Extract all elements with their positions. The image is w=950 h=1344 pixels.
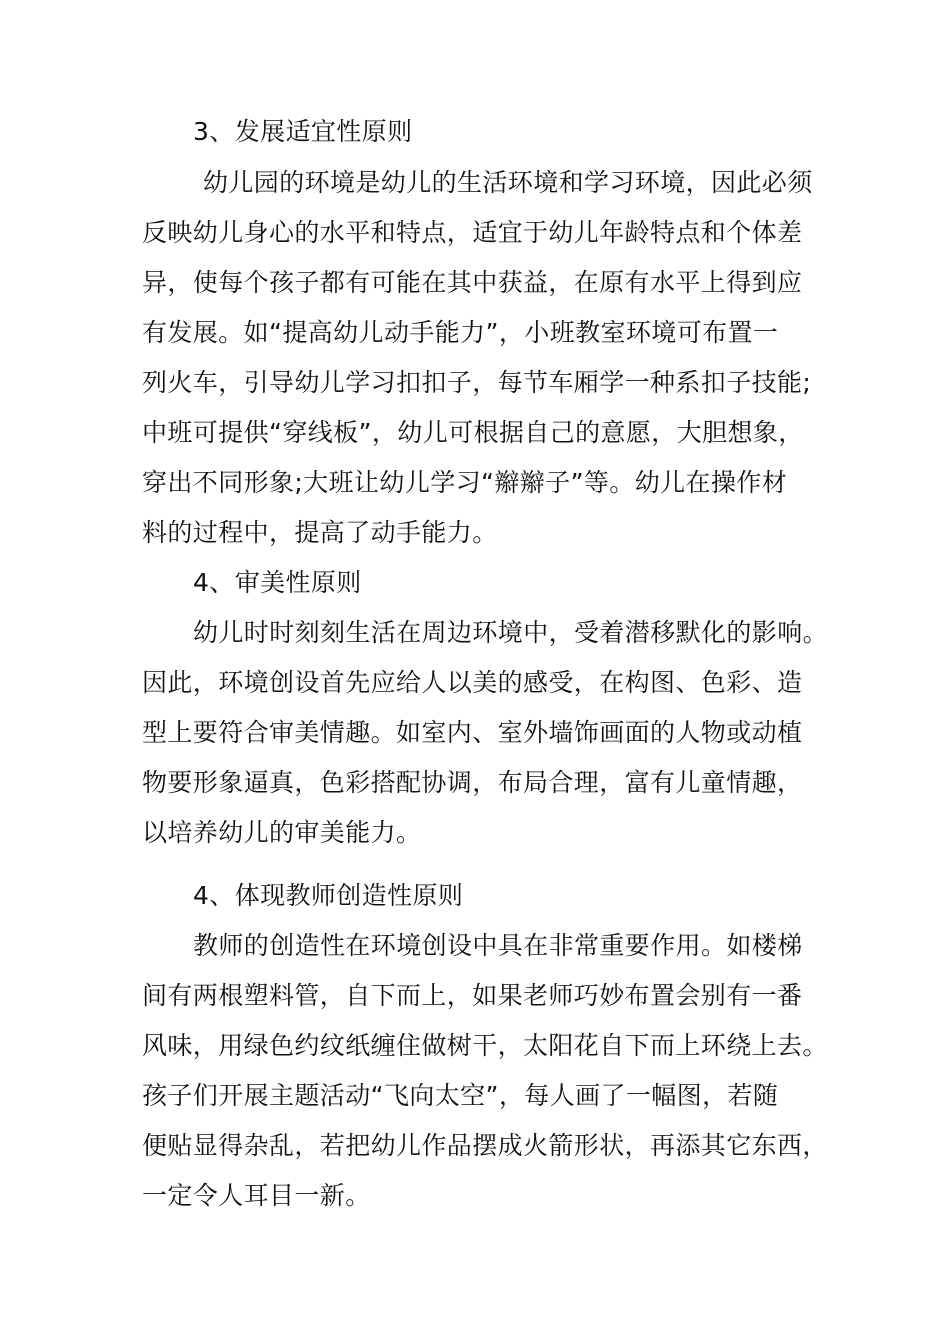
paragraph-line: 幼儿园的环境是幼儿的生活环境和学习环境，因此必须 — [203, 168, 813, 197]
paragraph-line: 反映幼儿身心的水平和特点，适宜于幼儿年龄特点和个体差 — [142, 218, 803, 247]
paragraph-line: 因此，环境创设首先应给人以美的感受，在构图、色彩、造 — [142, 668, 803, 697]
paragraph-line: 间有两根塑料管，自下而上，如果老师巧妙布置会别有一番 — [142, 981, 803, 1010]
paragraph-line: 穿出不同形象;大班让幼儿学习“辮辮子”等。幼儿在操作材 — [142, 468, 788, 497]
paragraph-line: 一定令人耳目一新。 — [142, 1181, 371, 1210]
paragraph-line: 风味，用绿色约纹纸缠住做树干，太阳花自下而上环绕上去。 — [142, 1031, 828, 1060]
paragraph-line: 料的过程中，提高了动手能力。 — [142, 518, 498, 547]
paragraph-line: 型上要符合审美情趣。如室内、室外墙饰画面的人物或动植 — [142, 718, 803, 747]
paragraph-line: 异，使每个孩子都有可能在其中获益，在原有水平上得到应 — [142, 268, 803, 297]
section-heading: 4、体现教师创造性原则 — [193, 881, 464, 910]
paragraph-line: 孩子们开展主题活动“飞向太空”，每人画了一幅图，若随 — [142, 1081, 779, 1110]
paragraph-line: 物要形象逼真，色彩搭配协调，布局合理，富有儿童情趣， — [142, 768, 803, 797]
paragraph-line: 有发展。如“提高幼儿动手能力”，小班教室环境可布置一 — [142, 318, 779, 347]
section-heading: 4、审美性原则 — [193, 568, 362, 597]
paragraph-line: 中班可提供“穿线板”，幼儿可根据自己的意愿，大胆想象， — [142, 418, 804, 447]
paragraph-line: 教师的创造性在环境创设中具在非常重要作用。如楼梯 — [193, 931, 803, 960]
paragraph-line: 便贴显得杂乱，若把幼儿作品摆成火箭形状，再添其它东西， — [142, 1131, 828, 1160]
section-heading: 3、发展适宜性原则 — [193, 117, 413, 146]
paragraph-line: 列火车，引导幼儿学习扣扣子，每节车厢学一种系扣子技能; — [142, 368, 812, 397]
paragraph-line: 幼儿时时刻刻生活在周边环境中，受着潜移默化的影响。 — [193, 618, 829, 647]
paragraph-line: 以培养幼儿的审美能力。 — [142, 818, 422, 847]
